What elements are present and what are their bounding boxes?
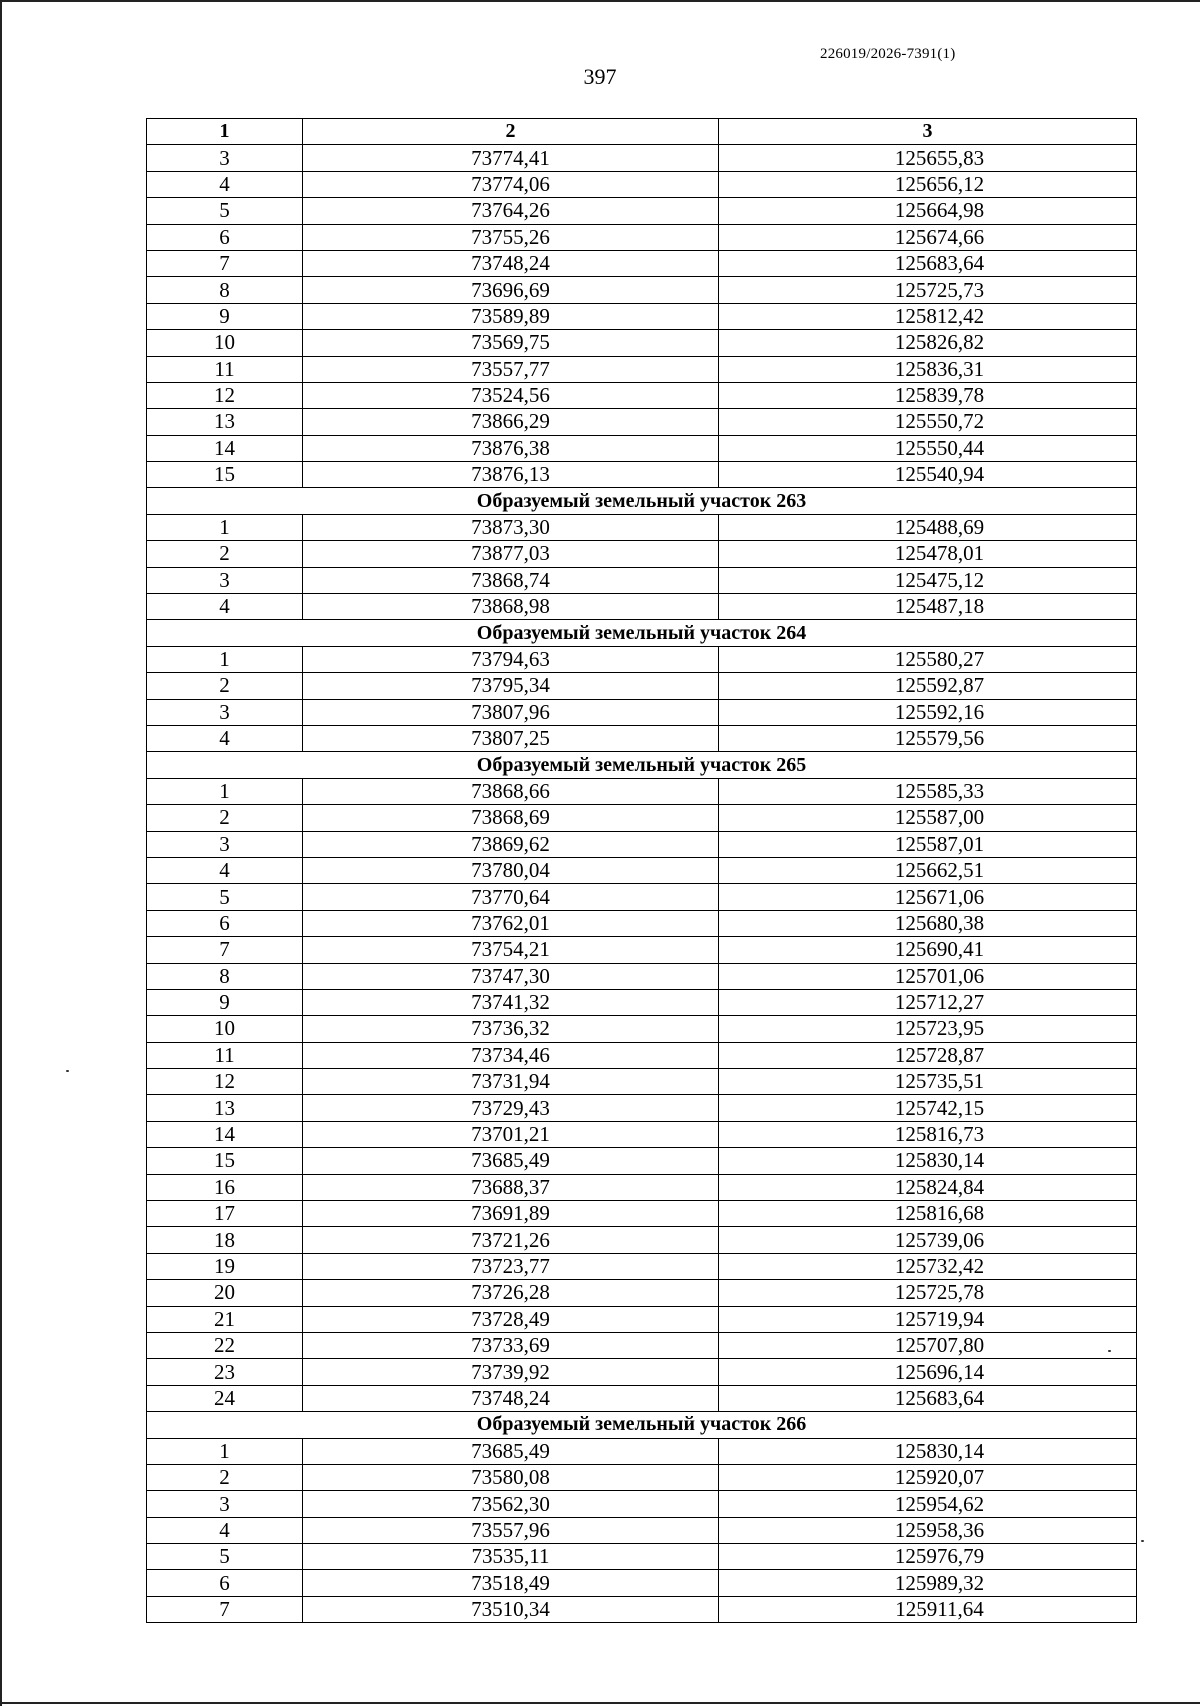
y-coordinate-cell: 125954,62	[719, 1491, 1137, 1517]
point-number-cell: 19	[147, 1253, 303, 1279]
y-coordinate-cell: 125478,01	[719, 541, 1137, 567]
y-coordinate-cell: 125475,12	[719, 567, 1137, 593]
x-coordinate-cell: 73868,66	[303, 778, 719, 804]
point-number-cell: 12	[147, 382, 303, 408]
table-row	[147, 1280, 1137, 1306]
table-row	[147, 462, 1137, 488]
point-number-cell: 5	[147, 1544, 303, 1570]
x-coordinate-cell: 73688,37	[303, 1174, 719, 1200]
y-coordinate-cell: 125725,78	[719, 1280, 1137, 1306]
point-number-cell: 5	[147, 198, 303, 224]
x-coordinate-cell: 73755,26	[303, 224, 719, 250]
y-coordinate-cell: 125540,94	[719, 462, 1137, 488]
table-row	[147, 1095, 1137, 1121]
x-coordinate-cell: 73770,64	[303, 884, 719, 910]
x-coordinate-cell: 73685,49	[303, 1438, 719, 1464]
table-row	[147, 1174, 1137, 1200]
scan-speck	[66, 1070, 69, 1072]
y-coordinate-cell: 125579,56	[719, 725, 1137, 751]
x-coordinate-cell: 73701,21	[303, 1121, 719, 1147]
y-coordinate-cell: 125655,83	[719, 145, 1137, 171]
x-coordinate-cell: 73873,30	[303, 514, 719, 540]
x-coordinate-cell: 73764,26	[303, 198, 719, 224]
x-coordinate-cell: 73729,43	[303, 1095, 719, 1121]
x-coordinate-cell: 73721,26	[303, 1227, 719, 1253]
table-row	[147, 1253, 1137, 1279]
table-row	[147, 1332, 1137, 1358]
table-row	[147, 1306, 1137, 1332]
point-number-cell: 6	[147, 1570, 303, 1596]
point-number-cell: 14	[147, 435, 303, 461]
table-row	[147, 857, 1137, 883]
coordinates-table	[146, 118, 1137, 1623]
table-row	[147, 330, 1137, 356]
table-row	[147, 1042, 1137, 1068]
y-coordinate-cell: 125816,73	[719, 1121, 1137, 1147]
section-title: Образуемый земельный участок 266	[147, 1412, 1137, 1438]
point-number-cell: 10	[147, 1016, 303, 1042]
point-number-cell: 4	[147, 857, 303, 883]
scan-edge-top	[0, 0, 1200, 2]
table-row	[147, 303, 1137, 329]
y-coordinate-cell: 125674,66	[719, 224, 1137, 250]
point-number-cell: 9	[147, 989, 303, 1015]
y-coordinate-cell: 125671,06	[719, 884, 1137, 910]
point-number-cell: 3	[147, 145, 303, 171]
section-row	[147, 752, 1137, 778]
table-header-row	[147, 119, 1137, 145]
y-coordinate-cell: 125735,51	[719, 1069, 1137, 1095]
x-coordinate-cell: 73557,96	[303, 1517, 719, 1543]
section-row	[147, 1412, 1137, 1438]
table-row	[147, 1544, 1137, 1570]
x-coordinate-cell: 73747,30	[303, 963, 719, 989]
x-coordinate-cell: 73685,49	[303, 1148, 719, 1174]
x-coordinate-cell: 73795,34	[303, 673, 719, 699]
y-coordinate-cell: 125707,80	[719, 1332, 1137, 1358]
x-coordinate-cell: 73733,69	[303, 1332, 719, 1358]
y-coordinate-cell: 125712,27	[719, 989, 1137, 1015]
point-number-cell: 13	[147, 409, 303, 435]
table-row	[147, 673, 1137, 699]
y-coordinate-cell: 125976,79	[719, 1544, 1137, 1570]
table-row	[147, 646, 1137, 672]
y-coordinate-cell: 125690,41	[719, 937, 1137, 963]
y-coordinate-cell: 125719,94	[719, 1306, 1137, 1332]
table-row	[147, 1148, 1137, 1174]
page-number: 397	[583, 64, 617, 89]
coordinates-table-body	[147, 119, 1137, 1623]
x-coordinate-cell: 73869,62	[303, 831, 719, 857]
x-coordinate-cell: 73726,28	[303, 1280, 719, 1306]
scan-edge-left	[0, 0, 2, 1706]
y-coordinate-cell: 125725,73	[719, 277, 1137, 303]
x-coordinate-cell: 73739,92	[303, 1359, 719, 1385]
point-number-cell: 2	[147, 805, 303, 831]
scan-speck	[1108, 1350, 1111, 1352]
point-number-cell: 15	[147, 462, 303, 488]
table-row	[147, 356, 1137, 382]
y-coordinate-cell: 125824,84	[719, 1174, 1137, 1200]
y-coordinate-cell: 125728,87	[719, 1042, 1137, 1068]
table-row	[147, 250, 1137, 276]
table-row	[147, 567, 1137, 593]
x-coordinate-cell: 73807,25	[303, 725, 719, 751]
point-number-cell: 7	[147, 937, 303, 963]
x-coordinate-cell: 73589,89	[303, 303, 719, 329]
x-coordinate-cell: 73866,29	[303, 409, 719, 435]
x-coordinate-cell: 73736,32	[303, 1016, 719, 1042]
y-coordinate-cell: 125683,64	[719, 250, 1137, 276]
point-number-cell: 2	[147, 541, 303, 567]
table-row	[147, 1438, 1137, 1464]
point-number-cell: 8	[147, 277, 303, 303]
y-coordinate-cell: 125732,42	[719, 1253, 1137, 1279]
table-row	[147, 382, 1137, 408]
x-coordinate-cell: 73748,24	[303, 1385, 719, 1411]
section-row	[147, 620, 1137, 646]
y-coordinate-cell: 125958,36	[719, 1517, 1137, 1543]
y-coordinate-cell: 125664,98	[719, 198, 1137, 224]
point-number-cell: 22	[147, 1332, 303, 1358]
x-coordinate-cell: 73562,30	[303, 1491, 719, 1517]
table-row	[147, 594, 1137, 620]
y-coordinate-cell: 125836,31	[719, 356, 1137, 382]
table-row	[147, 963, 1137, 989]
x-coordinate-cell: 73535,11	[303, 1544, 719, 1570]
point-number-cell: 1	[147, 646, 303, 672]
table-row	[147, 725, 1137, 751]
table-row	[147, 1069, 1137, 1095]
column-header-1: 1	[147, 119, 303, 145]
x-coordinate-cell: 73794,63	[303, 646, 719, 672]
table-row	[147, 1464, 1137, 1490]
document-number: 226019/2026-7391(1)	[820, 46, 956, 62]
x-coordinate-cell: 73731,94	[303, 1069, 719, 1095]
scan-edge-bottom	[0, 1702, 1200, 1704]
point-number-cell: 1	[147, 1438, 303, 1464]
y-coordinate-cell: 125826,82	[719, 330, 1137, 356]
x-coordinate-cell: 73876,13	[303, 462, 719, 488]
point-number-cell: 24	[147, 1385, 303, 1411]
y-coordinate-cell: 125592,87	[719, 673, 1137, 699]
point-number-cell: 16	[147, 1174, 303, 1200]
table-row	[147, 778, 1137, 804]
y-coordinate-cell: 125550,44	[719, 435, 1137, 461]
table-row	[147, 1359, 1137, 1385]
column-header-2: 2	[303, 119, 719, 145]
point-number-cell: 4	[147, 594, 303, 620]
table-row	[147, 910, 1137, 936]
x-coordinate-cell: 73807,96	[303, 699, 719, 725]
point-number-cell: 23	[147, 1359, 303, 1385]
y-coordinate-cell: 125580,27	[719, 646, 1137, 672]
point-number-cell: 15	[147, 1148, 303, 1174]
point-number-cell: 9	[147, 303, 303, 329]
y-coordinate-cell: 125680,38	[719, 910, 1137, 936]
table-row	[147, 884, 1137, 910]
x-coordinate-cell: 73754,21	[303, 937, 719, 963]
y-coordinate-cell: 125488,69	[719, 514, 1137, 540]
table-row	[147, 1385, 1137, 1411]
point-number-cell: 11	[147, 1042, 303, 1068]
y-coordinate-cell: 125911,64	[719, 1596, 1137, 1622]
scan-speck	[1141, 1540, 1144, 1542]
table-row	[147, 1491, 1137, 1517]
table-row	[147, 145, 1137, 171]
point-number-cell: 3	[147, 567, 303, 593]
table-row	[147, 1596, 1137, 1622]
point-number-cell: 4	[147, 725, 303, 751]
point-number-cell: 3	[147, 1491, 303, 1517]
section-title: Образуемый земельный участок 265	[147, 752, 1137, 778]
x-coordinate-cell: 73580,08	[303, 1464, 719, 1490]
y-coordinate-cell: 125587,01	[719, 831, 1137, 857]
table-row	[147, 277, 1137, 303]
x-coordinate-cell: 73774,41	[303, 145, 719, 171]
x-coordinate-cell: 73762,01	[303, 910, 719, 936]
x-coordinate-cell: 73774,06	[303, 171, 719, 197]
section-row	[147, 488, 1137, 514]
x-coordinate-cell: 73696,69	[303, 277, 719, 303]
table-row	[147, 1570, 1137, 1596]
point-number-cell: 1	[147, 514, 303, 540]
column-header-3: 3	[719, 119, 1137, 145]
point-number-cell: 4	[147, 1517, 303, 1543]
x-coordinate-cell: 73780,04	[303, 857, 719, 883]
table-row	[147, 1227, 1137, 1253]
x-coordinate-cell: 73728,49	[303, 1306, 719, 1332]
point-number-cell: 6	[147, 910, 303, 936]
x-coordinate-cell: 73723,77	[303, 1253, 719, 1279]
x-coordinate-cell: 73868,69	[303, 805, 719, 831]
y-coordinate-cell: 125830,14	[719, 1438, 1137, 1464]
y-coordinate-cell: 125656,12	[719, 171, 1137, 197]
x-coordinate-cell: 73876,38	[303, 435, 719, 461]
y-coordinate-cell: 125696,14	[719, 1359, 1137, 1385]
point-number-cell: 17	[147, 1201, 303, 1227]
y-coordinate-cell: 125816,68	[719, 1201, 1137, 1227]
point-number-cell: 18	[147, 1227, 303, 1253]
y-coordinate-cell: 125701,06	[719, 963, 1137, 989]
y-coordinate-cell: 125662,51	[719, 857, 1137, 883]
point-number-cell: 21	[147, 1306, 303, 1332]
table-row	[147, 224, 1137, 250]
y-coordinate-cell: 125989,32	[719, 1570, 1137, 1596]
table-row	[147, 1517, 1137, 1543]
x-coordinate-cell: 73691,89	[303, 1201, 719, 1227]
point-number-cell: 5	[147, 884, 303, 910]
y-coordinate-cell: 125723,95	[719, 1016, 1137, 1042]
point-number-cell: 20	[147, 1280, 303, 1306]
section-title: Образуемый земельный участок 263	[147, 488, 1137, 514]
y-coordinate-cell: 125739,06	[719, 1227, 1137, 1253]
table-row	[147, 198, 1137, 224]
point-number-cell: 7	[147, 1596, 303, 1622]
table-row	[147, 805, 1137, 831]
y-coordinate-cell: 125587,00	[719, 805, 1137, 831]
y-coordinate-cell: 125920,07	[719, 1464, 1137, 1490]
x-coordinate-cell: 73748,24	[303, 250, 719, 276]
table-row	[147, 409, 1137, 435]
y-coordinate-cell: 125839,78	[719, 382, 1137, 408]
table-row	[147, 699, 1137, 725]
point-number-cell: 1	[147, 778, 303, 804]
table-row	[147, 937, 1137, 963]
point-number-cell: 2	[147, 673, 303, 699]
point-number-cell: 7	[147, 250, 303, 276]
table-row	[147, 1121, 1137, 1147]
section-title: Образуемый земельный участок 264	[147, 620, 1137, 646]
y-coordinate-cell: 125592,16	[719, 699, 1137, 725]
x-coordinate-cell: 73877,03	[303, 541, 719, 567]
table-row	[147, 435, 1137, 461]
point-number-cell: 14	[147, 1121, 303, 1147]
x-coordinate-cell: 73868,98	[303, 594, 719, 620]
y-coordinate-cell: 125742,15	[719, 1095, 1137, 1121]
x-coordinate-cell: 73734,46	[303, 1042, 719, 1068]
point-number-cell: 11	[147, 356, 303, 382]
y-coordinate-cell: 125550,72	[719, 409, 1137, 435]
point-number-cell: 10	[147, 330, 303, 356]
y-coordinate-cell: 125683,64	[719, 1385, 1137, 1411]
table-row	[147, 541, 1137, 567]
y-coordinate-cell: 125830,14	[719, 1148, 1137, 1174]
y-coordinate-cell: 125812,42	[719, 303, 1137, 329]
x-coordinate-cell: 73510,34	[303, 1596, 719, 1622]
y-coordinate-cell: 125487,18	[719, 594, 1137, 620]
point-number-cell: 13	[147, 1095, 303, 1121]
x-coordinate-cell: 73518,49	[303, 1570, 719, 1596]
table-row	[147, 1016, 1137, 1042]
table-row	[147, 831, 1137, 857]
point-number-cell: 4	[147, 171, 303, 197]
table-row	[147, 989, 1137, 1015]
x-coordinate-cell: 73741,32	[303, 989, 719, 1015]
table-row	[147, 514, 1137, 540]
table-row	[147, 1201, 1137, 1227]
point-number-cell: 6	[147, 224, 303, 250]
x-coordinate-cell: 73868,74	[303, 567, 719, 593]
x-coordinate-cell: 73524,56	[303, 382, 719, 408]
point-number-cell: 12	[147, 1069, 303, 1095]
point-number-cell: 2	[147, 1464, 303, 1490]
point-number-cell: 3	[147, 699, 303, 725]
table-row	[147, 171, 1137, 197]
x-coordinate-cell: 73569,75	[303, 330, 719, 356]
y-coordinate-cell: 125585,33	[719, 778, 1137, 804]
point-number-cell: 8	[147, 963, 303, 989]
x-coordinate-cell: 73557,77	[303, 356, 719, 382]
point-number-cell: 3	[147, 831, 303, 857]
